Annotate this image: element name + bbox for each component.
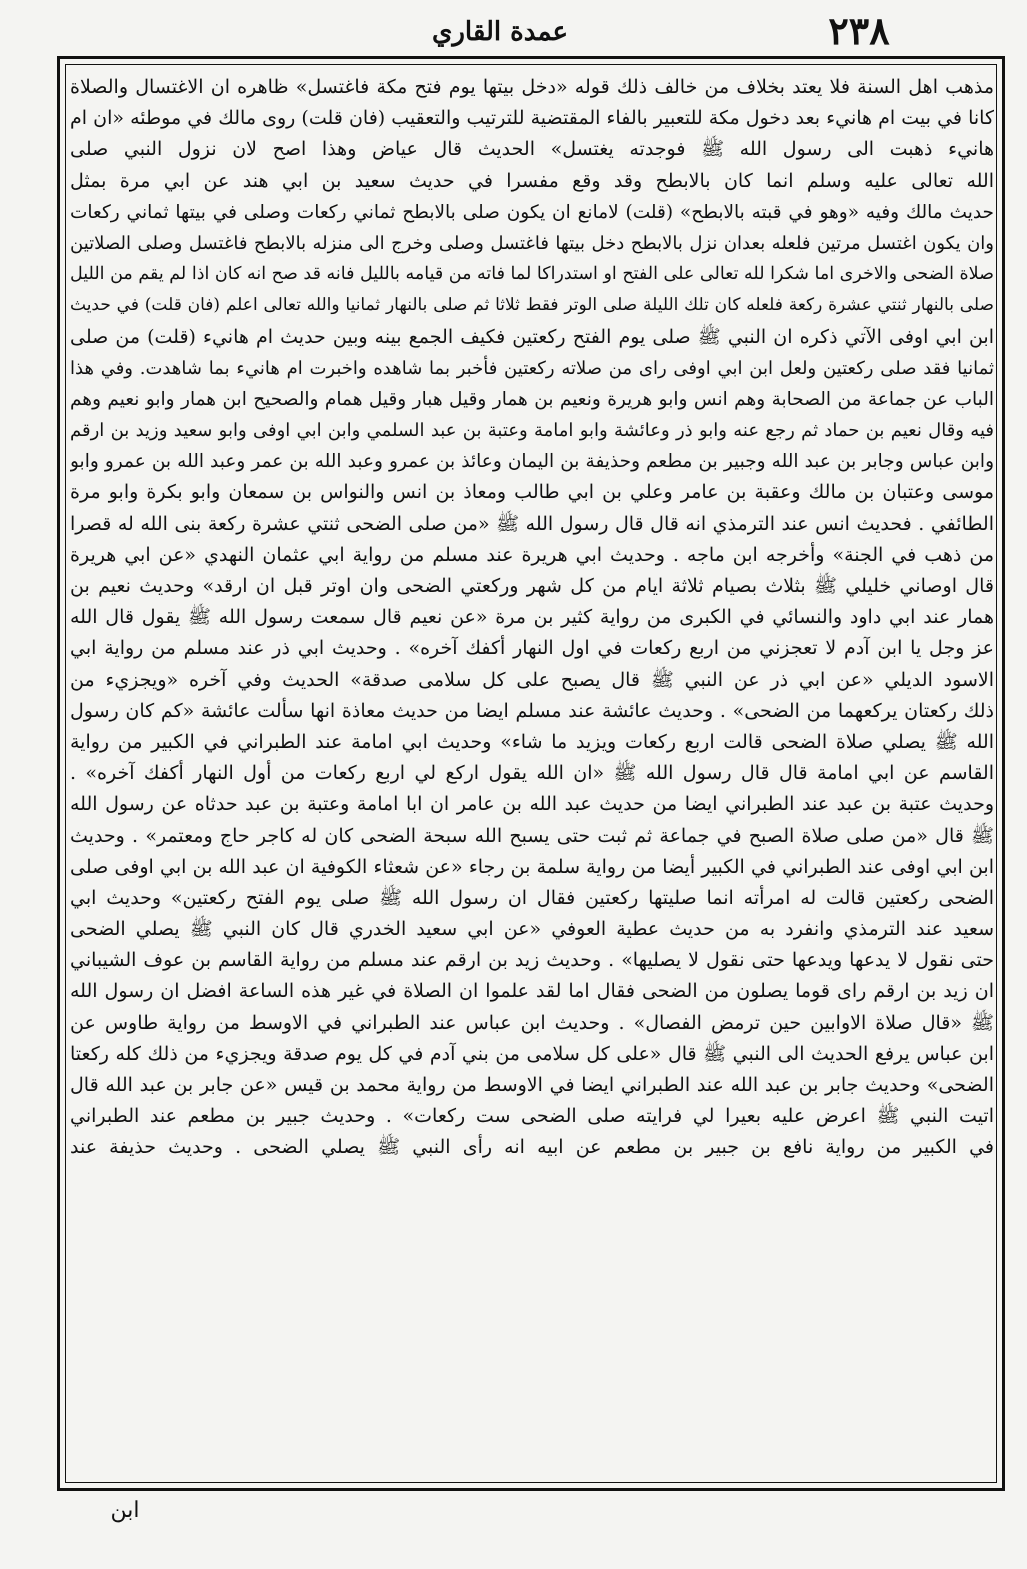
text-line: الله ﷺ يصلي صلاة الضحى قالت اربع ركعات ويزيد ما شاء» وحديث ابي امامة عند الطبراني في الكبير من رواية (70, 730, 994, 753)
text-line: ﷺ «قال صلاة الاوابين حين ترمض الفصال» . وحديث ابن عباس عند الطبراني في الاوسط من رواية طاوس عن (70, 1011, 994, 1034)
page-header (0, 0, 1027, 62)
text-line: عز وجل يا ابن آدم لا تعجزني من اربع ركعات في اول النهار أكفك آخره» . وحديث ابي ذر عند مسلم من رواية ابي (70, 637, 994, 660)
text-line: حديث مالك وفيه «وهو في قبته بالابطح» (قلت) لامانع ان يكون صلى بالابطح ثماني ركعات وصلى في بيتها ثماني ركعات (70, 201, 994, 223)
text-line: في الكبير من رواية نافع بن جبير بن مطعم عن ابيه انه رأى النبي ﷺ يصلي الضحى . وحديث حذيفة عند (70, 1136, 994, 1159)
text-line: ابن ابي اوفى الآتي ذكره ان النبي ﷺ صلى يوم الفتح ركعتين فكيف الجمع بينه وبين حديث ام هانيء (قلت) من صلى (70, 325, 994, 348)
text-line: فيه وقال نعيم بن حماد ثم رجع عنه وابو ذر وعائشة وابو امامة وعتبة بن عبد السلمي وابن ابي اوفى وابو سعيد وزيد بن ارقم (70, 420, 994, 442)
text-line: مذهب اهل السنة فلا يعتد بخلاف من خالف ذلك قوله «دخل بيتها يوم فتح مكة فاغتسل» ظاهره ان الاغتسال والصلاة (70, 76, 994, 98)
text-line: الضحى ركعتين قالت له امرأته انما صليتها ركعتين فقال ان رسول الله ﷺ صلى يوم الفتح ركعتين» وحديث ابي (70, 886, 994, 909)
catchword: ابن (110, 1498, 140, 1523)
text-line: الضحى» وحديث جابر بن عبد الله عند الطبراني ايضا في الاوسط من رواية محمد بن قيس «عن جابر بن عبد الله قال (70, 1074, 994, 1096)
text-line: همار عند ابي داود والنسائي في الكبرى من رواية كثير بن مرة «عن نعيم قال سمعت رسول الله ﷺ يقول قال الله (70, 606, 994, 629)
page-number: ٢٣٨ (828, 8, 890, 53)
text-line: ابن ابي اوفى عند الطبراني في الكبير أيضا من رواية سلمة بن رجاء «عن شعثاء الكوفية ان عبد الله بن ابي اوفى صلى (70, 855, 994, 878)
text-line: الباب عن جماعة من الصحابة وهم انس وابو هريرة ونعيم بن همار وقيل هبار وقيل همام والصحيح ابن همار وابو نعيم وهم (70, 388, 994, 410)
text-line: هانيء ذهبت الى رسول الله ﷺ فوجدته يغتسل» الحديث قال عياض وهذا اصح لان نزول النبي صلى (70, 138, 994, 161)
text-line: الطائفي . فحديث انس عند الترمذي انه قال قال رسول الله ﷺ «من صلى الضحى ثنتي عشرة ركعة بنى الله له قصرا (70, 512, 994, 535)
text-line: ﷺ قال «من صلى صلاة الصبح في جماعة ثم ثبت حتى يسبح الله سبحة الضحى كان له كاجر حاج ومعتمر» . وحديث (70, 824, 994, 847)
text-line: الاسود الديلي «عن ابي ذر عن النبي ﷺ قال يصبح على كل سلامى صدقة» الحديث وفي آخره «ويجزيء من (70, 668, 994, 691)
text-line: كانا في بيت ام هانيء بعد دخول مكة للتعبير بالفاء المقتضية للترتيب والتعقيب (فان قلت) روى مالك في موطئه «ان ام (70, 107, 994, 130)
main-text-block (70, 72, 994, 1476)
text-line: قال اوصاني خليلي ﷺ بثلاث بصيام ثلاثة ايام من كل شهر وركعتي الضحى وان اوتر قبل ان ارقد» وحديث نعيم بن (70, 575, 994, 597)
text-line: موسى وعتبان بن مالك وعقبة بن عامر وعلي بن ابي طالب ومعاذ بن انس والنواس بن سمعان وابو بكرة وابو مرة (70, 481, 994, 504)
text-line: وابن عباس وجابر بن عبد الله وجبير بن مطعم وحذيفة بن اليمان وعائذ بن عمرو وعبد الله بن عمر وعبد الله بن عمرو وابو (70, 451, 994, 473)
text-line: وحديث عتبة بن عبد عند الطبراني ايضا من حديث عبد الله بن عامر ان ابا امامة وعتبة بن عبد حدثاه عن رسول الله (70, 793, 994, 816)
text-line: صلاة الضحى والاخرى اما شكرا لله تعالى على الفتح او استدراكا لما فاته من قيامه بالليل فانه قد صح انه كان اذا لم يقم من الليل (70, 264, 994, 285)
text-line: القاسم عن ابي امامة قال قال رسول الله ﷺ «ان الله يقول اركع لي اربع ركعات من أول النهار أكفك آخره» . (70, 762, 994, 785)
text-line: سعيد عند الترمذي وانفرد به من حديث عطية العوفي «عن ابي سعيد الخدري قال كان النبي ﷺ يصلي الضحى (70, 918, 994, 941)
text-line: الله تعالى عليه وسلم انما كان بالابطح وقد وقع مفسرا في حديث سعيد بن ابي هند عن ابي مرة بمثل (70, 169, 994, 192)
text-line: ذلك ركعتان يركعهما من الضحى» . وحديث عائشة عند مسلم ايضا من حديث معاذة انها سألت عائشة «كم كان رسول (70, 699, 994, 722)
text-line: من ذهب في الجنة» وأخرجه ابن ماجه . وحديث ابي هريرة عند مسلم من رواية ابي عثمان النهدي «عن ابي هريرة (70, 543, 994, 566)
text-line: ابن عباس يرفع الحديث الى النبي ﷺ قال «على كل سلامى من بني آدم في كل يوم صدقة ويجزيء من ذلك كله ركعتا (70, 1042, 994, 1065)
text-line: ثمانيا فقد صلى ركعتين ولعل ابن ابي اوفى راى من صلاته ركعتين فأخبر بما شاهده واخبرت ام هانيء بما شاهدت. وفي هذا (70, 357, 994, 379)
text-line: وان يكون اغتسل مرتين فلعله بعدان نزل بالابطح دخل بيتها فاغتسل وصلى وخرج الى منزله بالابطح فاغتسل وصلى الصلاتين (70, 232, 994, 254)
text-line: ان زيد بن ارقم راى قوما يصلون من الضحى فقال اما لقد علموا ان الصلاة في غير هذه الساعة افضل ان رسول الله (70, 980, 994, 1003)
text-line: اتيت النبي ﷺ اعرض عليه بعيرا لي فرايته صلى الضحى ست ركعات» . وحديث جبير بن مطعم عند الطبراني (70, 1105, 994, 1128)
text-line: صلى بالنهار ثنتي عشرة ركعة فلعله كان تلك الليلة صلى الوتر فقط ثلاثا ثم صلى بالنهار ثمانيا والله تعالى اعلم (فان قلت) في حديث (70, 295, 994, 316)
running-title: عمدة القاري (432, 17, 568, 47)
text-line: حتى نقول لا يدعها ويدعها حتى نقول لا يصليها» . وحديث زيد بن ارقم عند مسلم من رواية القاسم بن عوف الشيباني (70, 949, 994, 972)
